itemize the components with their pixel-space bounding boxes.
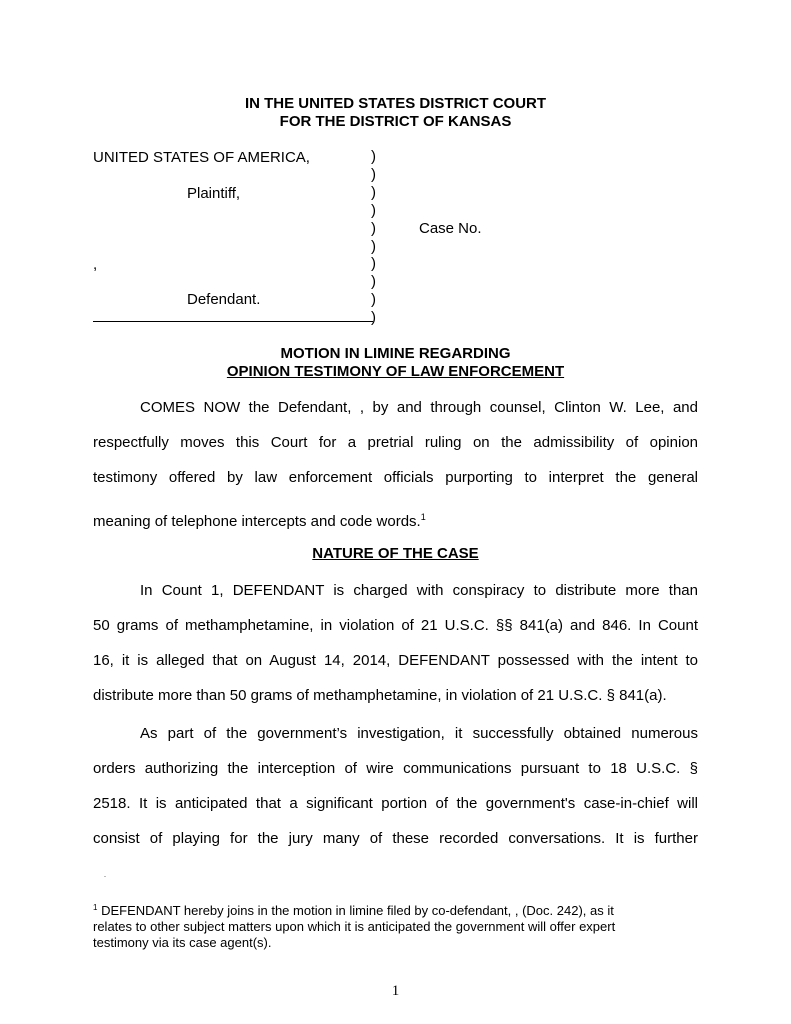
caption-parentheses bbox=[371, 148, 376, 327]
caption-paren: ) bbox=[371, 148, 376, 165]
caption-paren: ) bbox=[371, 273, 376, 291]
paragraph-line: testimony offered by law enforcement officials purporting to interpret the general bbox=[93, 469, 698, 486]
court-district: FOR THE DISTRICT OF KANSAS bbox=[279, 113, 512, 130]
motion-title: MOTION IN LIMINE REGARDING bbox=[280, 345, 511, 362]
caption-paren: ) bbox=[371, 291, 376, 309]
paragraph-line: 16, it is alleged that on August 14, 2014, DEFENDANT possessed with the intent to bbox=[93, 652, 698, 669]
paragraph-line: COMES NOW the Defendant, , by and through counsel, Clinton W. Lee, and bbox=[140, 399, 698, 416]
paragraph-line: As part of the government’s investigation, it successfully obtained numerous bbox=[140, 725, 698, 742]
motion-subtitle: OPINION TESTIMONY OF LAW ENFORCEMENT bbox=[226, 363, 565, 380]
footnote-line: testimony via its case agent(s). bbox=[93, 935, 272, 950]
court-name: IN THE UNITED STATES DISTRICT COURT bbox=[244, 95, 547, 112]
plaintiff-role: Plaintiff, bbox=[187, 185, 241, 202]
defendant-name: , bbox=[93, 256, 98, 273]
defendant-role: Defendant. bbox=[187, 291, 261, 308]
paragraph-line: In Count 1, DEFENDANT is charged with conspiracy to distribute more than bbox=[140, 582, 698, 599]
footnote-text: DEFENDANT hereby joins in the motion in limine filed by co-defendant, , (Doc. 242), as it bbox=[101, 903, 614, 918]
paragraph-line: consist of playing for the jury many of these recorded conversations. It is further bbox=[93, 830, 698, 847]
page-mark bbox=[104, 876, 106, 877]
caption-paren: ) bbox=[371, 255, 376, 273]
caption-paren: ) bbox=[371, 201, 376, 219]
paragraph-line: 50 grams of methamphetamine, in violation of 21 U.S.C. §§ 841(a) and 846. In Count bbox=[93, 617, 698, 634]
footnote-reference: 1 bbox=[420, 512, 426, 522]
caption-paren: ) bbox=[371, 183, 376, 201]
paragraph-last-line bbox=[93, 503, 698, 542]
paragraph-line: orders authorizing the interception of wire communications pursuant to 18 U.S.C. § bbox=[93, 760, 698, 777]
caption-paren: ) bbox=[371, 309, 376, 327]
footnote-number: 1 bbox=[93, 903, 98, 912]
nature-paragraph-1 bbox=[93, 581, 698, 721]
section-heading: NATURE OF THE CASE bbox=[312, 545, 479, 562]
caption-paren: ) bbox=[371, 165, 376, 183]
paragraph-line-text: meaning of telephone intercepts and code words. bbox=[93, 513, 421, 530]
footnote-line: relates to other subject matters upon which it is anticipated the government will offer expert bbox=[93, 919, 616, 934]
footnote-line bbox=[93, 900, 693, 919]
intro-paragraph bbox=[93, 398, 698, 542]
page-number: 1 bbox=[391, 983, 400, 999]
plaintiff-name: UNITED STATES OF AMERICA, bbox=[93, 149, 310, 166]
paragraph-line: distribute more than 50 grams of methamphetamine, in violation of 21 U.S.C. § 841(a). bbox=[93, 687, 667, 704]
caption-paren: ) bbox=[371, 219, 376, 237]
caption-paren: ) bbox=[371, 237, 376, 255]
paragraph-line: respectfully moves this Court for a pretrial ruling on the admissibility of opinion bbox=[93, 434, 698, 451]
nature-paragraph-2 bbox=[93, 724, 698, 864]
case-number-label: Case No. bbox=[419, 220, 482, 237]
footnote bbox=[93, 900, 693, 951]
caption-underline bbox=[93, 321, 373, 322]
paragraph-line: 2518. It is anticipated that a significant portion of the government's case-in-chief will bbox=[93, 795, 698, 812]
